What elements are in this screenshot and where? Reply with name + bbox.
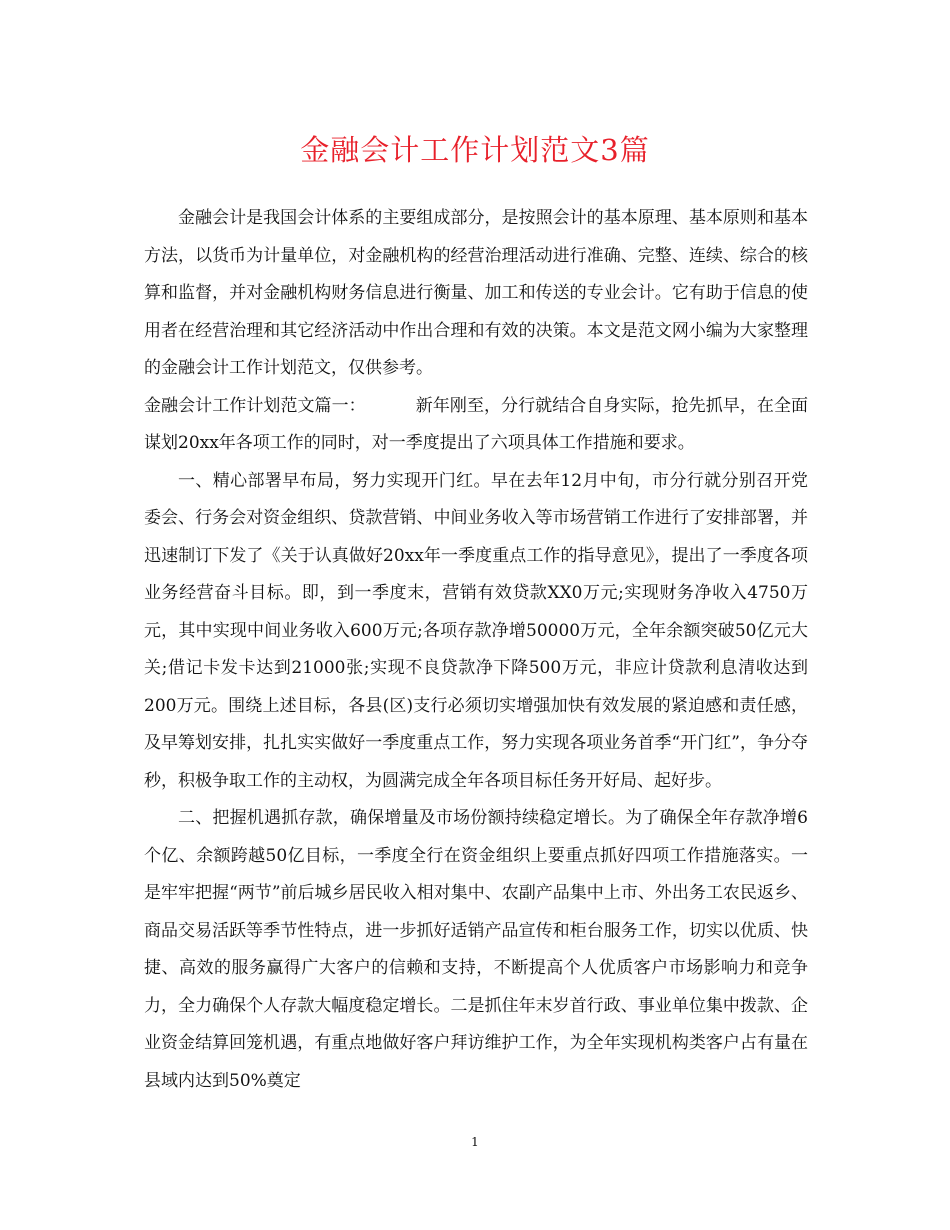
point-two-paragraph: 二、把握机遇抓存款，确保增量及市场份额持续稳定增长。为了确保全年存款净增6个亿、余额跨越50亿目标，一季度全行在资金组织上要重点抓好四项工作措施落实。一是牢牢把握“两节”前后城乡居民收入相对集中、农副产品集中上市、外出务工农民返乡、商品交易活跃等季节性特点，进一步抓好适销产品宣传和柜台服务工作，切实以优质、快捷、高效的服务赢得广大客户的信赖和支持，不断提高个人优质客户市场影响力和竞争力，全力确保个人存款大幅度稳定增长。二是抓住年末岁首行政、事业单位集中拨款、企业资金结算回笼机遇，有重点地做好客户拜访维护工作，为全年实现机构类客户占有量在县域内达到50%奠定 — [144, 808, 808, 1091]
intro-paragraph: 金融会计是我国会计体系的主要组成部分，是按照会计的基本原理、基本原则和基本方法，以货币为计量单位，对金融机构的经营治理活动进行准确、完整、连续、综合的核算和监督，并对金融机构财务信息进行衡量、加工和传送的专业会计。它有助于信息的使用者在经营治理和其它经济活动中作出合理和有效的决策。本文是范文网小编为大家整理的金融会计工作计划范文，仅供参考。 — [144, 208, 808, 378]
section-one-intro: 新年刚至，分行就结合自身实际，抢先抓早，在全面谋划20xx年各项工作的同时，对一季度提出了六项具体工作措施和要求。 — [144, 395, 809, 453]
point-one-paragraph: 一、精心部署早布局，努力实现开门红。早在去年12月中旬，市分行就分别召开党委会、行务会对资金组织、贷款营销、中间业务收入等市场营销工作进行了安排部署，并迅速制订下发了《关于认真做好20xx年一季度重点工作的指导意见》，提出了一季度各项业务经营奋斗目标。即，到一季度末，营销有效贷款XX0万元;实现财务净收入4750万元，其中实现中间业务收入600万元;各项存款净增50000万元，全年余额突破50亿元大关;借记卡发卡达到21000张;实现不良贷款净下降500万元，非应计贷款利息清收达到200万元。围绕上述目标，各县(区)支行必须切实增强加快有效发展的紧迫感和责任感，及早筹划安排，扎扎实实做好一季度重点工作，努力实现各项业务首季“开门红”，争分夺秒，积极争取工作的主动权，为圆满完成全年各项目标任务开好局、起好步。 — [144, 470, 808, 791]
document-title: 金融会计工作计划范文3篇 — [300, 133, 650, 167]
section-one-label: 金融会计工作计划范文篇一： — [144, 395, 366, 416]
document-body — [144, 200, 808, 1100]
page-number: 1 — [471, 1135, 479, 1149]
section-one-paragraph — [144, 388, 808, 463]
